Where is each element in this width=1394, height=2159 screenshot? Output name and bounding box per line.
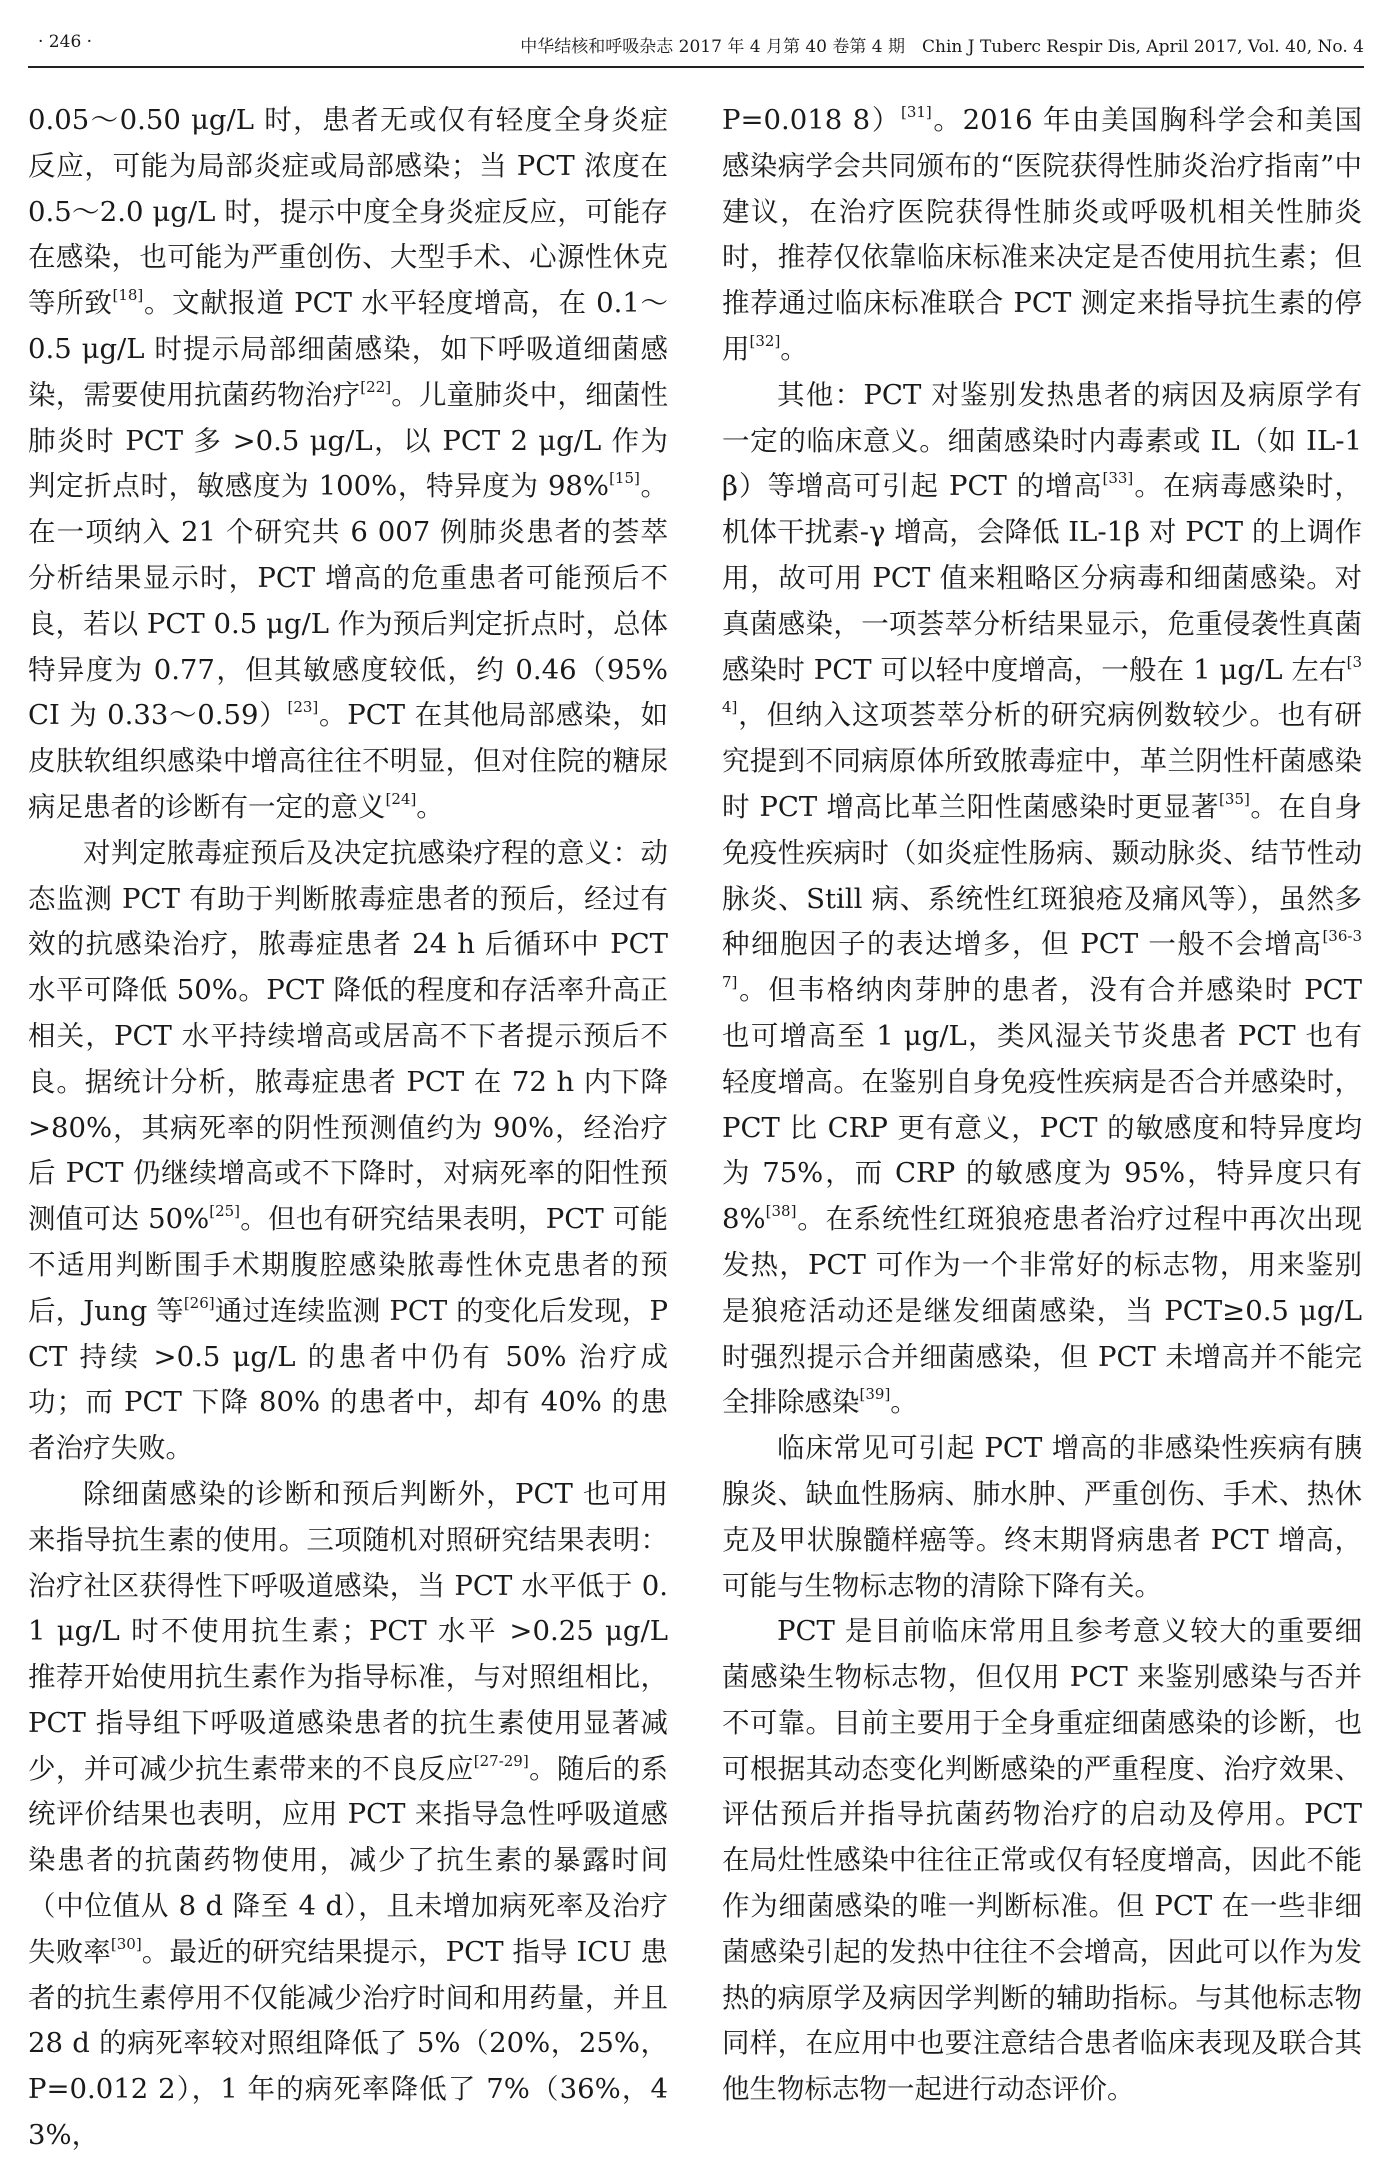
- reference-30: [30]: [110, 1934, 142, 1953]
- reference-18: [18]: [112, 286, 144, 305]
- reference-34: [34]: [722, 652, 1362, 717]
- reference-39: [39]: [859, 1385, 891, 1404]
- paragraph-sepsis-prognosis: 对判定脓毒症预后及决定抗感染疗程的意义：动态监测 PCT 有助于判断脓毒症患者的预后，经过有效的抗感染治疗，脓毒症患者 24 h 后循环中 PCT 水平可降低 50%。PCT 降低的程度和存活率升高正相关，PCT 水平持续增高或居高不下者提示预后不良。据统计分析，脓毒症患者 PCT 在 72 h 内下降 >80%，其病死率的阴性预测值约为 90%，经治疗后 PCT 仍继续增高或不下降时，对病死率的阳性预测值可达 50%[25]。但也有研究结果表明，PCT 可能不适用判断围手术期腹腔感染脓毒性休克患者的预后，Jung 等[26]通过连续监测 PCT 的变化后发现，PCT 持续 >0.5 μg/L 的患者中仍有 50% 治疗成功；而 PCT 下降 80% 的患者中，却有 40% 的患者治疗失败。: [28, 836, 669, 1465]
- reference-35: [35]: [1219, 789, 1250, 808]
- reference-36-37: [36-37]: [722, 927, 1362, 992]
- reference-33: [33]: [1102, 469, 1134, 488]
- running-header: [28, 26, 1364, 68]
- reference-27-29: [27-29]: [473, 1751, 529, 1770]
- paragraph-guideline-2016: P=0.018 8）[31]。2016 年由美国胸科学会和美国感染病学会共同颁布的“医院获得性肺炎治疗指南”中建议，在治疗医院获得性肺炎或呼吸机相关性肺炎时，推荐仅依靠临床标准来决定是否使用抗生素；但推荐通过临床标准联合 PCT 测定来指导抗生素的停用[32]。: [722, 103, 1363, 365]
- reference-25: [25]: [209, 1202, 241, 1221]
- paragraph-noninfectious: 临床常见可引起 PCT 增高的非感染性疾病有胰腺炎、缺血性肠病、肺水肿、严重创伤、手术、热休克及甲状腺髓样癌等。终末期肾病患者 PCT 增高，可能与生物标志物的清除下降有关。: [722, 1432, 1362, 1602]
- page-number: · 246 ·: [38, 32, 93, 52]
- paragraph-pct-levels: 0.05～0.50 μg/L 时，患者无或仅有轻度全身炎症反应，可能为局部炎症或局部感染；当 PCT 浓度在 0.5～2.0 μg/L 时，提示中度全身炎症反应，可能存在感染，也可能为严重创伤、大型手术、心源性休克等所致[18]。文献报道 PCT 水平轻度增高，在 0.1～0.5 μg/L 时提示局部细菌感染，如下呼吸道细菌感染，需要使用抗菌药物治疗[22]。儿童肺炎中，细菌性肺炎时 PCT 多 >0.5 μg/L，以 PCT 2 μg/L 作为判定折点时，敏感度为 100%，特异度为 98%[15]。在一项纳入 21 个研究共 6 007 例肺炎患者的荟萃分析结果显示时，PCT 增高的危重患者可能预后不良，若以 PCT 0.5 μg/L 作为预后判定折点时，总体特异度为 0.77，但其敏感度较低，约 0.46（95% CI 为 0.33～0.59）[23]。PCT 在其他局部感染，如皮肤软组织感染中增高往往不明显，但对住院的糖尿病足患者的诊断有一定的意义[24]。: [28, 104, 669, 823]
- paragraph-other-uses: 其他：PCT 对鉴别发热患者的病因及病原学有一定的临床意义。细菌感染时内毒素或 IL（如 IL-1β）等增高可引起 PCT 的增高[33]。在病毒感染时，机体干扰素-γ 增高，会降低 IL-1β 对 PCT 的上调作用，故可用 PCT 值来粗略区分病毒和细菌感染。对真菌感染，一项荟萃分析结果显示，危重侵袭性真菌感染时 PCT 可以轻中度增高，一般在 1 μg/L 左右[34]，但纳入这项荟萃分析的研究病例数较少。也有研究提到不同病原体所致脓毒症中，革兰阴性杆菌感染时 PCT 增高比革兰阳性菌感染时更显著[35]。在自身免疫性疾病时（如炎症性肠病、颞动脉炎、结节性动脉炎、Still 病、系统性红斑狼疮及痛风等），虽然多种细胞因子的表达增多，但 PCT 一般不会增高[36-37]。但韦格纳肉芽肿的患者，没有合并感染时 PCT 也可增高至 1 μg/L，类风湿关节炎患者 PCT 也有轻度增高。在鉴别自身免疫性疾病是否合并感染时，PCT 比 CRP 更有意义，PCT 的敏感度和特异度均为 75%，而 CRP 的敏感度为 95%，特异度只有 8%[38]。在系统性红斑狼疮患者治疗过程中再次出现发热，PCT 可作为一个非常好的标志物，用来鉴别是狼疮活动还是继发细菌感染，当 PCT≥0.5 μg/L 时强烈提示合并细菌感染，但 PCT 未增高并不能完全排除感染[39]。: [722, 378, 1363, 1419]
- left-column: [28, 98, 669, 2152]
- right-column: [722, 98, 1363, 2106]
- paragraph-conclusion: PCT 是目前临床常用且参考意义较大的重要细菌感染生物标志物，但仅用 PCT 来鉴别感染与否并不可靠。目前主要用于全身重症细菌感染的诊断，也可根据其动态变化判断感染的严重程度、治疗效果、评估预后并指导抗菌药物治疗的启动及停用。PCT 在局灶性感染中往往正常或仅有轻度增高，因此不能作为细菌感染的唯一判断标准。但 PCT 在一些非细菌感染引起的发热中往往不会增高，因此可以作为发热的病原学及病因学判断的辅助指标。与其他标志物同样，在应用中也要注意结合患者临床表现及联合其他生物标志物一起进行动态评价。: [722, 1615, 1362, 2106]
- reference-22: [22]: [360, 377, 392, 396]
- reference-31: [31]: [900, 103, 932, 121]
- reference-23: [23]: [287, 698, 319, 717]
- reference-24: [24]: [385, 789, 417, 808]
- journal-citation: 中华结核和呼吸杂志 2017 年 4 月第 40 卷第 4 期 Chin J Tuberc Respir Dis, April 2017, Vol. 40, No. 4: [520, 37, 1364, 57]
- reference-15: [15]: [609, 469, 640, 488]
- reference-26: [26]: [183, 1293, 215, 1312]
- reference-32: [32]: [749, 331, 781, 350]
- paragraph-antibiotic-guidance: 除细菌感染的诊断和预后判断外，PCT 也可用来指导抗生素的使用。三项随机对照研究结果表明：治疗社区获得性下呼吸道感染，当 PCT 水平低于 0.1 μg/L 时不使用抗生素；PCT 水平 >0.25 μg/L 推荐开始使用抗生素作为指导标准，与对照组相比，PCT 指导组下呼吸道感染患者的抗生素使用显著减少，并可减少抗生素带来的不良反应[27-29]。随后的系统评价结果也表明，应用 PCT 来指导急性呼吸道感染患者的抗菌药物使用，减少了抗生素的暴露时间（中位值从 8 d 降至 4 d），且未增加病死率及治疗失败率[30]。最近的研究结果提示，PCT 指导 ICU 患者的抗生素停用不仅能减少治疗时间和用药量，并且 28 d 的病死率较对照组降低了 5%（20%，25%，P=0.012 2），1 年的病死率降低了 7%（36%，43%，: [28, 1477, 668, 2152]
- reference-38: [38]: [765, 1202, 797, 1221]
